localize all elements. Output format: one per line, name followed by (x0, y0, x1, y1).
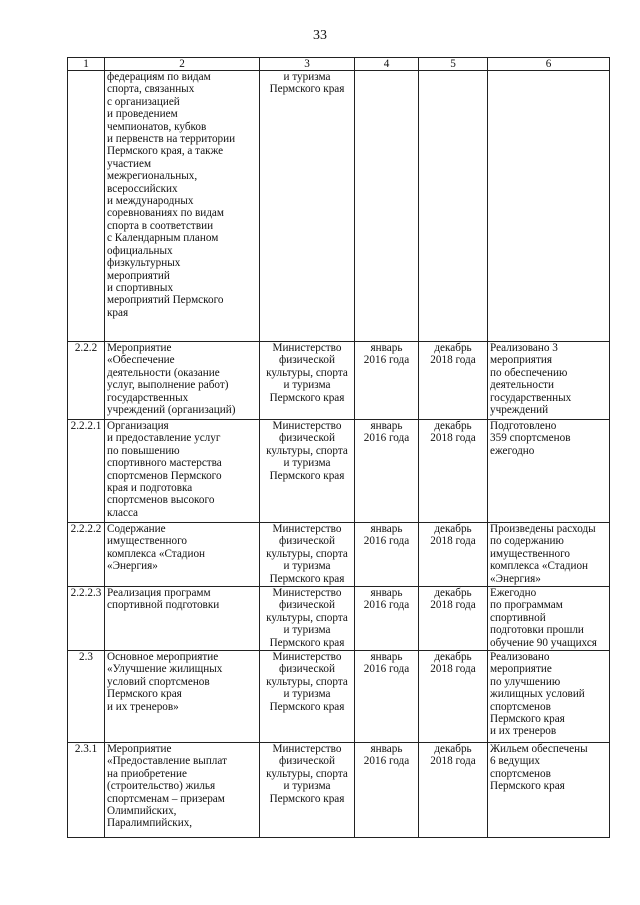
start-date: январь 2016 года (355, 342, 419, 420)
end-date: декабрь 2018 года (419, 420, 488, 523)
table-row (68, 743, 610, 838)
executor: Министерство физической культуры, спорта и туризма Пермского края (260, 587, 355, 651)
executor: и туризма Пермского края (260, 71, 355, 342)
table-row (68, 71, 610, 342)
end-date: декабрь 2018 года (419, 523, 488, 587)
activity-name: Мероприятие «Предоставление выплат на приобретение (строительство) жилья спортсменам – призерам Олимпийских, Паралимпийских, (105, 743, 260, 838)
column-header: 6 (488, 58, 610, 71)
executor: Министерство физической культуры, спорта и туризма Пермского края (260, 651, 355, 743)
end-date: декабрь 2018 года (419, 651, 488, 743)
activity-name: Реализация программ спортивной подготовки (105, 587, 260, 651)
activity-name: Мероприятие «Обеспечение деятельности (оказание услуг, выполнение работ) государственных учреждений (организаций) (105, 342, 260, 420)
column-header: 4 (355, 58, 419, 71)
column-header: 1 (68, 58, 105, 71)
start-date: январь 2016 года (355, 420, 419, 523)
start-date (355, 71, 419, 342)
activity-name: федерациям по видам спорта, связанных с организацией и проведением чемпионатов, кубков и первенств на территории Пермского края, а также участием межрегиональных, всероссийских и международных соревнованиях по видам спорта в соответствии с Календарным планом официальных физкультурных мероприятий и спортивных мероприятий Пермского края (105, 71, 260, 342)
row-number: 2.2.2.3 (68, 587, 105, 651)
expected-result (488, 71, 610, 342)
end-date: декабрь 2018 года (419, 342, 488, 420)
row-number: 2.3.1 (68, 743, 105, 838)
executor: Министерство физической культуры, спорта и туризма Пермского края (260, 743, 355, 838)
executor: Министерство физической культуры, спорта и туризма Пермского края (260, 342, 355, 420)
start-date: январь 2016 года (355, 587, 419, 651)
table-row (68, 587, 610, 651)
table-row (68, 420, 610, 523)
executor: Министерство физической культуры, спорта и туризма Пермского края (260, 420, 355, 523)
expected-result: Реализовано мероприятие по улучшению жилищных условий спортсменов Пермского края и их тренеров (488, 651, 610, 743)
activity-name: Организация и предоставление услуг по повышению спортивного мастерства спортсменов Пермского края и подготовка спортсменов высокого класса (105, 420, 260, 523)
table-header-row (68, 58, 610, 71)
start-date: январь 2016 года (355, 651, 419, 743)
expected-result: Жильем обеспечены 6 ведущих спортсменов Пермского края (488, 743, 610, 838)
end-date: декабрь 2018 года (419, 587, 488, 651)
column-header: 2 (105, 58, 260, 71)
activity-name: Основное мероприятие «Улучшение жилищных условий спортсменов Пермского края и их тренеров» (105, 651, 260, 743)
expected-result: Ежегодно по программам спортивной подготовки прошли обучение 90 учащихся (488, 587, 610, 651)
table-row (68, 342, 610, 420)
expected-result: Реализовано 3 мероприятия по обеспечению деятельности государственных учреждений (488, 342, 610, 420)
expected-result: Подготовлено 359 спортсменов ежегодно (488, 420, 610, 523)
start-date: январь 2016 года (355, 523, 419, 587)
page-number: 33 (313, 28, 327, 43)
end-date: декабрь 2018 года (419, 743, 488, 838)
end-date (419, 71, 488, 342)
start-date: январь 2016 года (355, 743, 419, 838)
row-number: 2.3 (68, 651, 105, 743)
column-header: 3 (260, 58, 355, 71)
row-number: 2.2.2.2 (68, 523, 105, 587)
row-number: 2.2.2.1 (68, 420, 105, 523)
expected-result: Произведены расходы по содержанию имущественного комплекса «Стадион «Энергия» (488, 523, 610, 587)
row-number: 2.2.2 (68, 342, 105, 420)
executor: Министерство физической культуры, спорта и туризма Пермского края (260, 523, 355, 587)
table-row (68, 651, 610, 743)
activity-name: Содержание имущественного комплекса «Стадион «Энергия» (105, 523, 260, 587)
program-table (67, 57, 610, 838)
table-row (68, 523, 610, 587)
row-number (68, 71, 105, 342)
column-header: 5 (419, 58, 488, 71)
